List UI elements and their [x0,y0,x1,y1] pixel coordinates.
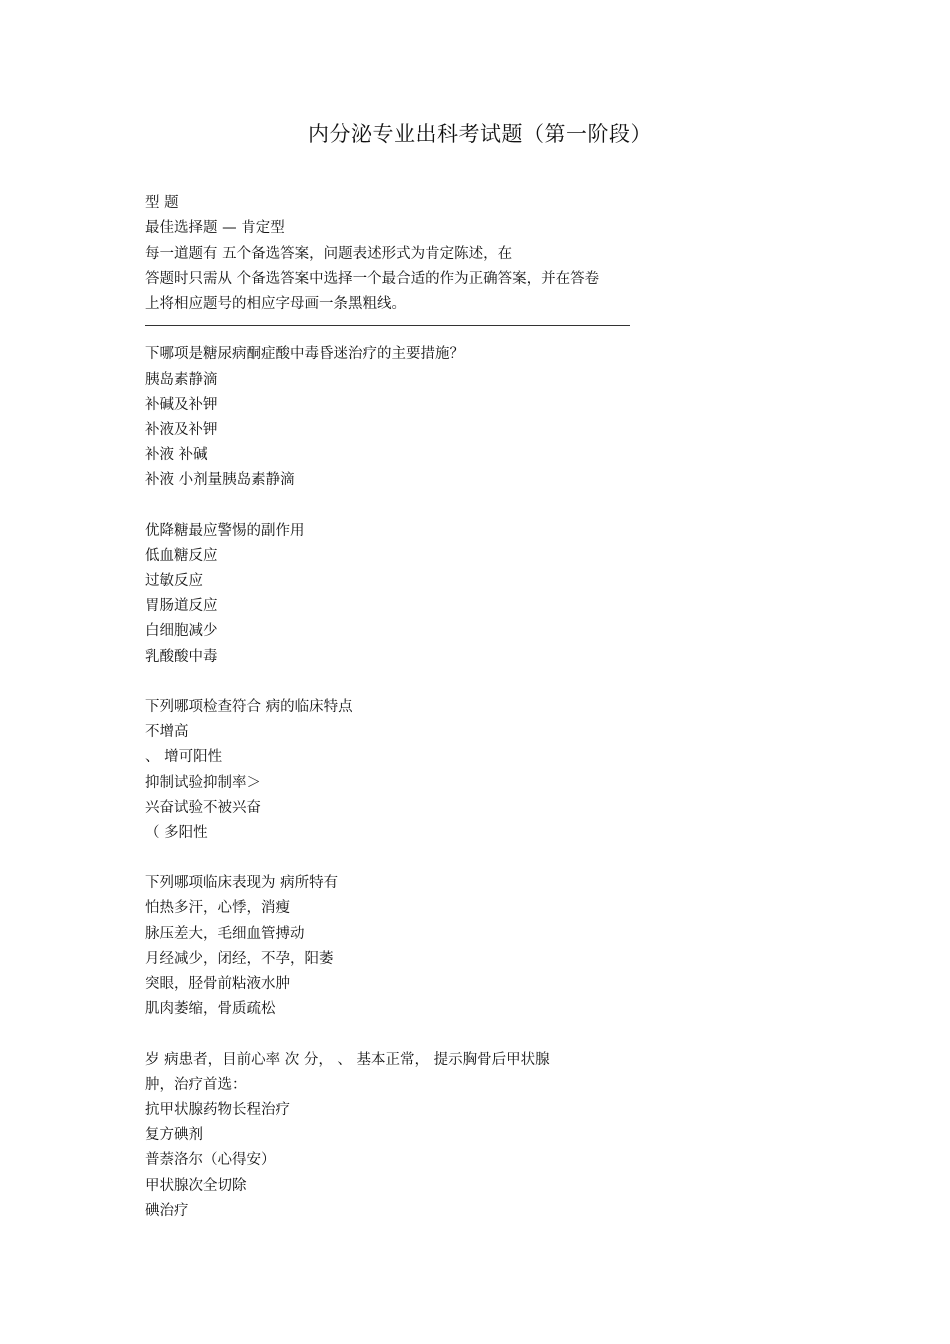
intro-line: 每一道题有 五个备选答案，问题表述形式为肯定陈述，在 [145,245,513,262]
question-line: 补液 小剂量胰岛素静滴 [145,472,295,489]
question-line: 补液 补碱 [145,447,208,464]
question-line: 怕热多汗，心悸，消瘦 [145,900,290,917]
page-title: 内分泌专业出科考试题（第一阶段） [308,122,652,146]
question-line: 、 增可阳性 [145,749,223,766]
question-line: 肌肉萎缩，骨质疏松 [145,1001,276,1018]
question-line: 补液及补钾 [145,421,218,438]
question-line: 胃肠道反应 [145,598,218,615]
separator-space [145,317,825,342]
horizontal-rule [145,325,630,326]
question-line: 过敏反应 [145,573,203,589]
question-line [145,493,825,518]
question-line [145,846,825,871]
question-line: 下哪项是糖尿病酮症酸中毒昏迷治疗的主要措施？ [145,346,464,363]
question-line: 复方碘剂 [145,1127,203,1144]
question-line: 抑制试验抑制率＞ [145,774,261,791]
question-line: 胰岛素静滴 [145,371,218,388]
question-line: 低血糖反应 [145,547,218,564]
question-line: 抗甲状腺药物长程治疗 [145,1101,290,1118]
question-line: （ 多阳性 [145,824,208,841]
question-line: 月经减少，闭经，不孕，阳萎 [145,950,334,967]
question-line [145,1022,825,1047]
question-line: 碘治疗 [145,1202,189,1219]
question-line: 甲状腺次全切除 [145,1177,247,1194]
question-line: 普萘洛尔（心得安） [145,1152,276,1169]
intro-line: 答题时只需从 个备选答案中选择一个最合适的作为正确答案，并在答卷 [145,270,600,287]
question-line: 下列哪项检查符合 病的临床特点 [145,698,353,715]
question-line: 优降糖最应警惕的副作用 [145,522,305,539]
intro-line: 型 题 [145,195,179,212]
question-line: 突眼，胫骨前粘液水肿 [145,976,290,992]
intro-line: 上将相应题号的相应字母画一条黑粗线。 [145,295,406,312]
intro-line: 最佳选择题 — 肯定型 [145,220,285,237]
question-line [145,670,825,695]
intro-line [145,166,825,191]
question-line: 乳酸酸中毒 [145,648,218,665]
question-line: 不增高 [145,724,189,741]
question-line: 下列哪项临床表现为 病所特有 [145,875,339,892]
question-line: 脉压差大，毛细血管搏动 [145,925,305,942]
question-line: 岁 病患者，目前心率 次 分， 、 基本正常， 提示胸骨后甲状腺 [145,1051,550,1068]
question-line: 补碱及补钾 [145,396,218,413]
question-line: 白细胞减少 [145,623,218,640]
question-line: 肿，治疗首选： [145,1076,247,1093]
question-line: 兴奋试验不被兴奋 [145,799,261,816]
